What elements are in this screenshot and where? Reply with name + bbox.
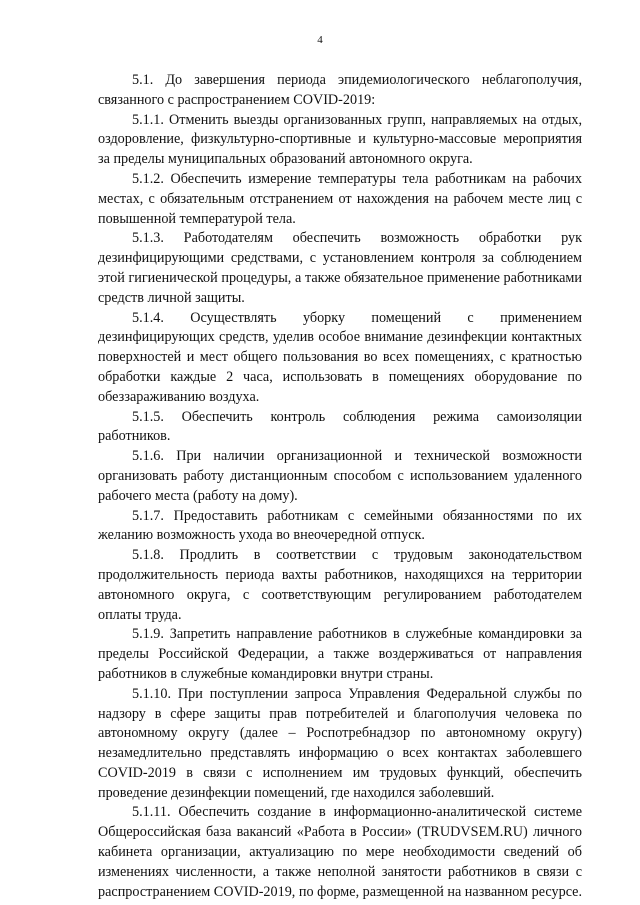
paragraph-5-1-2: 5.1.2. Обеспечить измерение температуры тела работникам на рабочих местах, с обязательным отстранением от нахождения на рабочем месте лиц с повышенной температурой тела. [98,170,582,227]
paragraph-5-1-8: 5.1.8. Продлить в соответствии с трудовым законодательством продолжительность периода вахты работников, находящихся на территории автономного округа, с соответствующим регулированием работодателем оплаты труда. [98,547,582,623]
paragraph-5-1-3: 5.1.3. Работодателям обеспечить возможность обработки рук дезинфицирующими средствами, с установлением контроля за соблюдением этой гигиенической процедуры, а также обязательное применение работниками средств личной защиты. [98,230,582,306]
paragraph-5-1-5: 5.1.5. Обеспечить контроль соблюдения режима самоизоляции работников. [98,408,582,445]
paragraph-5-1-6: 5.1.6. При наличии организационной и технической возможности организовать работу дистанционным способом с использованием удаленного рабочего места (работу на дому). [98,448,582,504]
paragraph-5-1-1: 5.1.1. Отменить выезды организованных групп, направляемых на отдых, оздоровление, физкультурно-спортивные и культурно-массовые мероприятия за пределы муниципальных образований автономного округа. [98,111,582,168]
page-number: 4 [317,34,323,46]
paragraph-5-1-7: 5.1.7. Предоставить работникам с семейными обязанностями по их желанию возможность ухода во внеочередной отпуск. [98,507,582,544]
paragraph-5-1-4: 5.1.4. Осуществлять уборку помещений с применением дезинфицирующих средств, уделив особое внимание дезинфекции контактных поверхностей и мест общего пользования во всех помещениях, с кратностью обработки каждые 2 часа, использовать в помещениях оборудование по обеззараживанию воздуха. [98,309,582,405]
paragraph-5-1-11: 5.1.11. Обеспечить создание в информационно-аналитической системе Общероссийская база вакансий «Работа в России» (TRUDVSEM.RU) личного кабинета организации, актуализацию по мере необходимости сведений об изменениях численности, а также неполной занятости работников в связи с распространением COVID-2019, по форме, размещенной на названном ресурсе. [98,804,583,900]
paragraph-5-1: 5.1. До завершения периода эпидемиологического неблагополучия, связанного с распространением COVID-2019: [98,72,582,108]
paragraph-5-1-9: 5.1.9. Запретить направление работников в служебные командировки за пределы Российской Федерации, а также воздерживаться от направления работников в служебные командировки внутри страны. [98,626,582,682]
document-body [98,71,582,902]
paragraph-5-1-10: 5.1.10. При поступлении запроса Управления Федеральной службы по надзору в сфере защиты прав потребителей и благополучия человека по автономному округу (далее – Роспотребнадзор по автономному округу) незамедлительно представлять информацию о всех контактах заболевшего COVID-2019 в связи с исполнением им трудовых функций, обеспечить проведение дезинфекции помещений, где находился заболевший. [98,685,582,801]
